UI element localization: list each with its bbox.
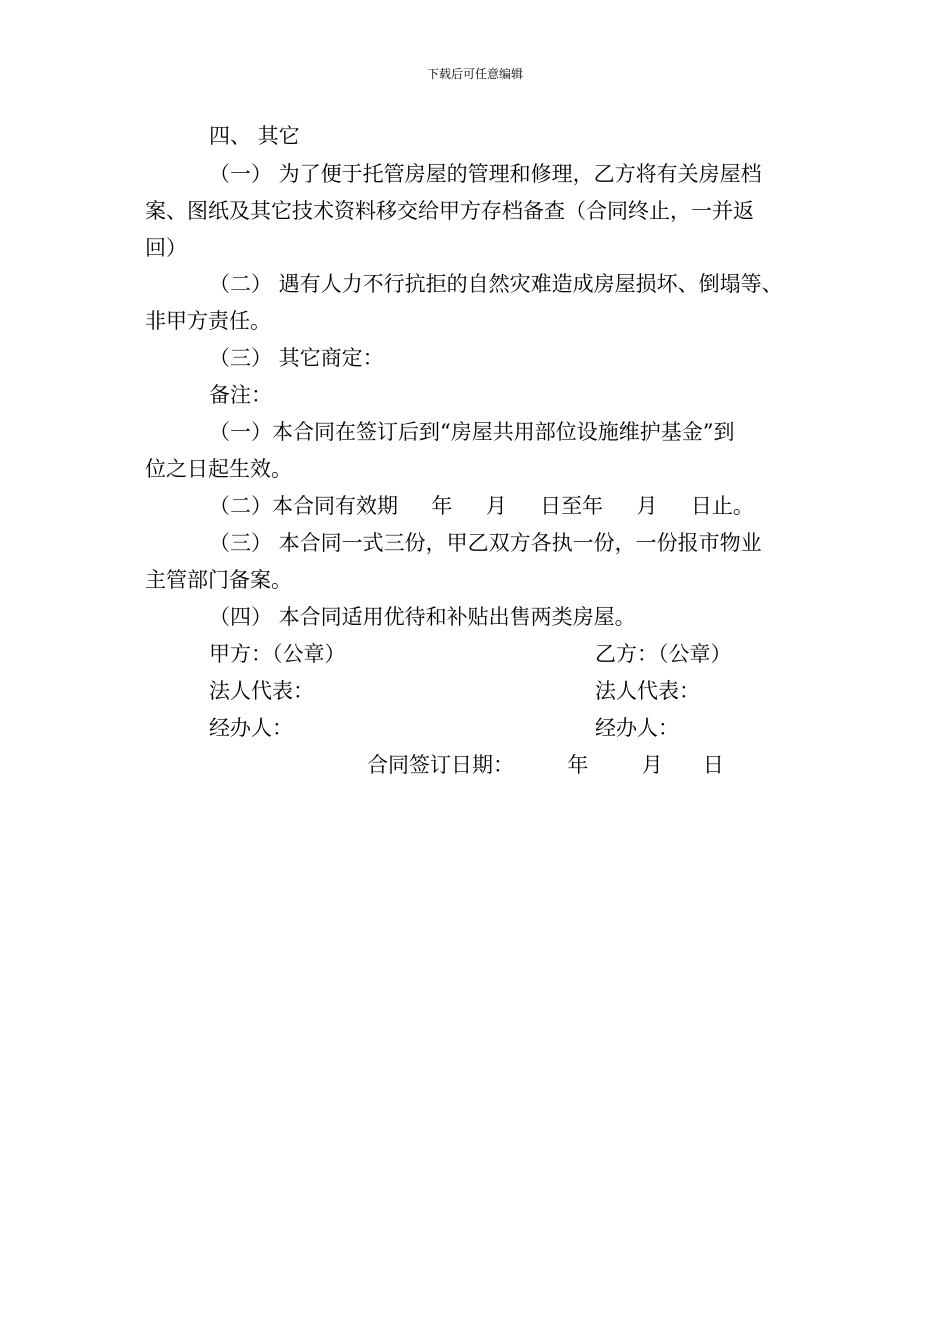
party-a-seal: 甲方：（公章） [209,642,346,666]
clause-1-line-2: 案、图纸及其它技术资料移交给甲方存档备查（合同终止，一并返 [145,199,754,223]
page-header-note: 下载后可任意编辑 [426,67,523,81]
remarks-title: 备注： [209,383,272,407]
clause-2-line-1: （二） 遇有人力不行抗拒的自然灾难造成房屋损坏、倒塌等、 [209,272,783,296]
clause-2-line-2: 非甲方责任。 [145,309,271,333]
party-a-agent: 经办人： [209,716,293,740]
remark-1-line-2: 位之日起生效。 [145,457,292,481]
remark-3-line-1: （三） 本合同一式三份，甲乙双方各执一份，一份报市物业 [209,531,762,555]
remark-3-line-2: 主管部门备案。 [145,568,292,592]
clause-3-line-1: （三） 其它商定： [209,346,384,370]
section-title: 四、 其它 [209,124,300,148]
clause-1-line-3: 回） [145,236,187,260]
party-a-legal-rep: 法人代表： [209,679,314,703]
party-b-seal: 乙方：（公章） [595,642,732,666]
party-b-agent: 经办人： [595,716,679,740]
remark-1-line-1: （一）本合同在签订后到“房屋共用部位设施维护基金”到 [209,420,735,444]
remark-2-line-1: （二）本合同有效期 年 月 日至年 月 日止。 [209,494,754,518]
remark-4-line-1: （四） 本合同适用优待和补贴出售两类房屋。 [209,605,636,629]
clause-1-line-1: （一） 为了便于托管房屋的管理和修理，乙方将有关房屋档 [209,162,762,186]
party-b-legal-rep: 法人代表： [595,679,700,703]
signing-date: 合同签订日期： 年 月 日 [367,753,724,777]
